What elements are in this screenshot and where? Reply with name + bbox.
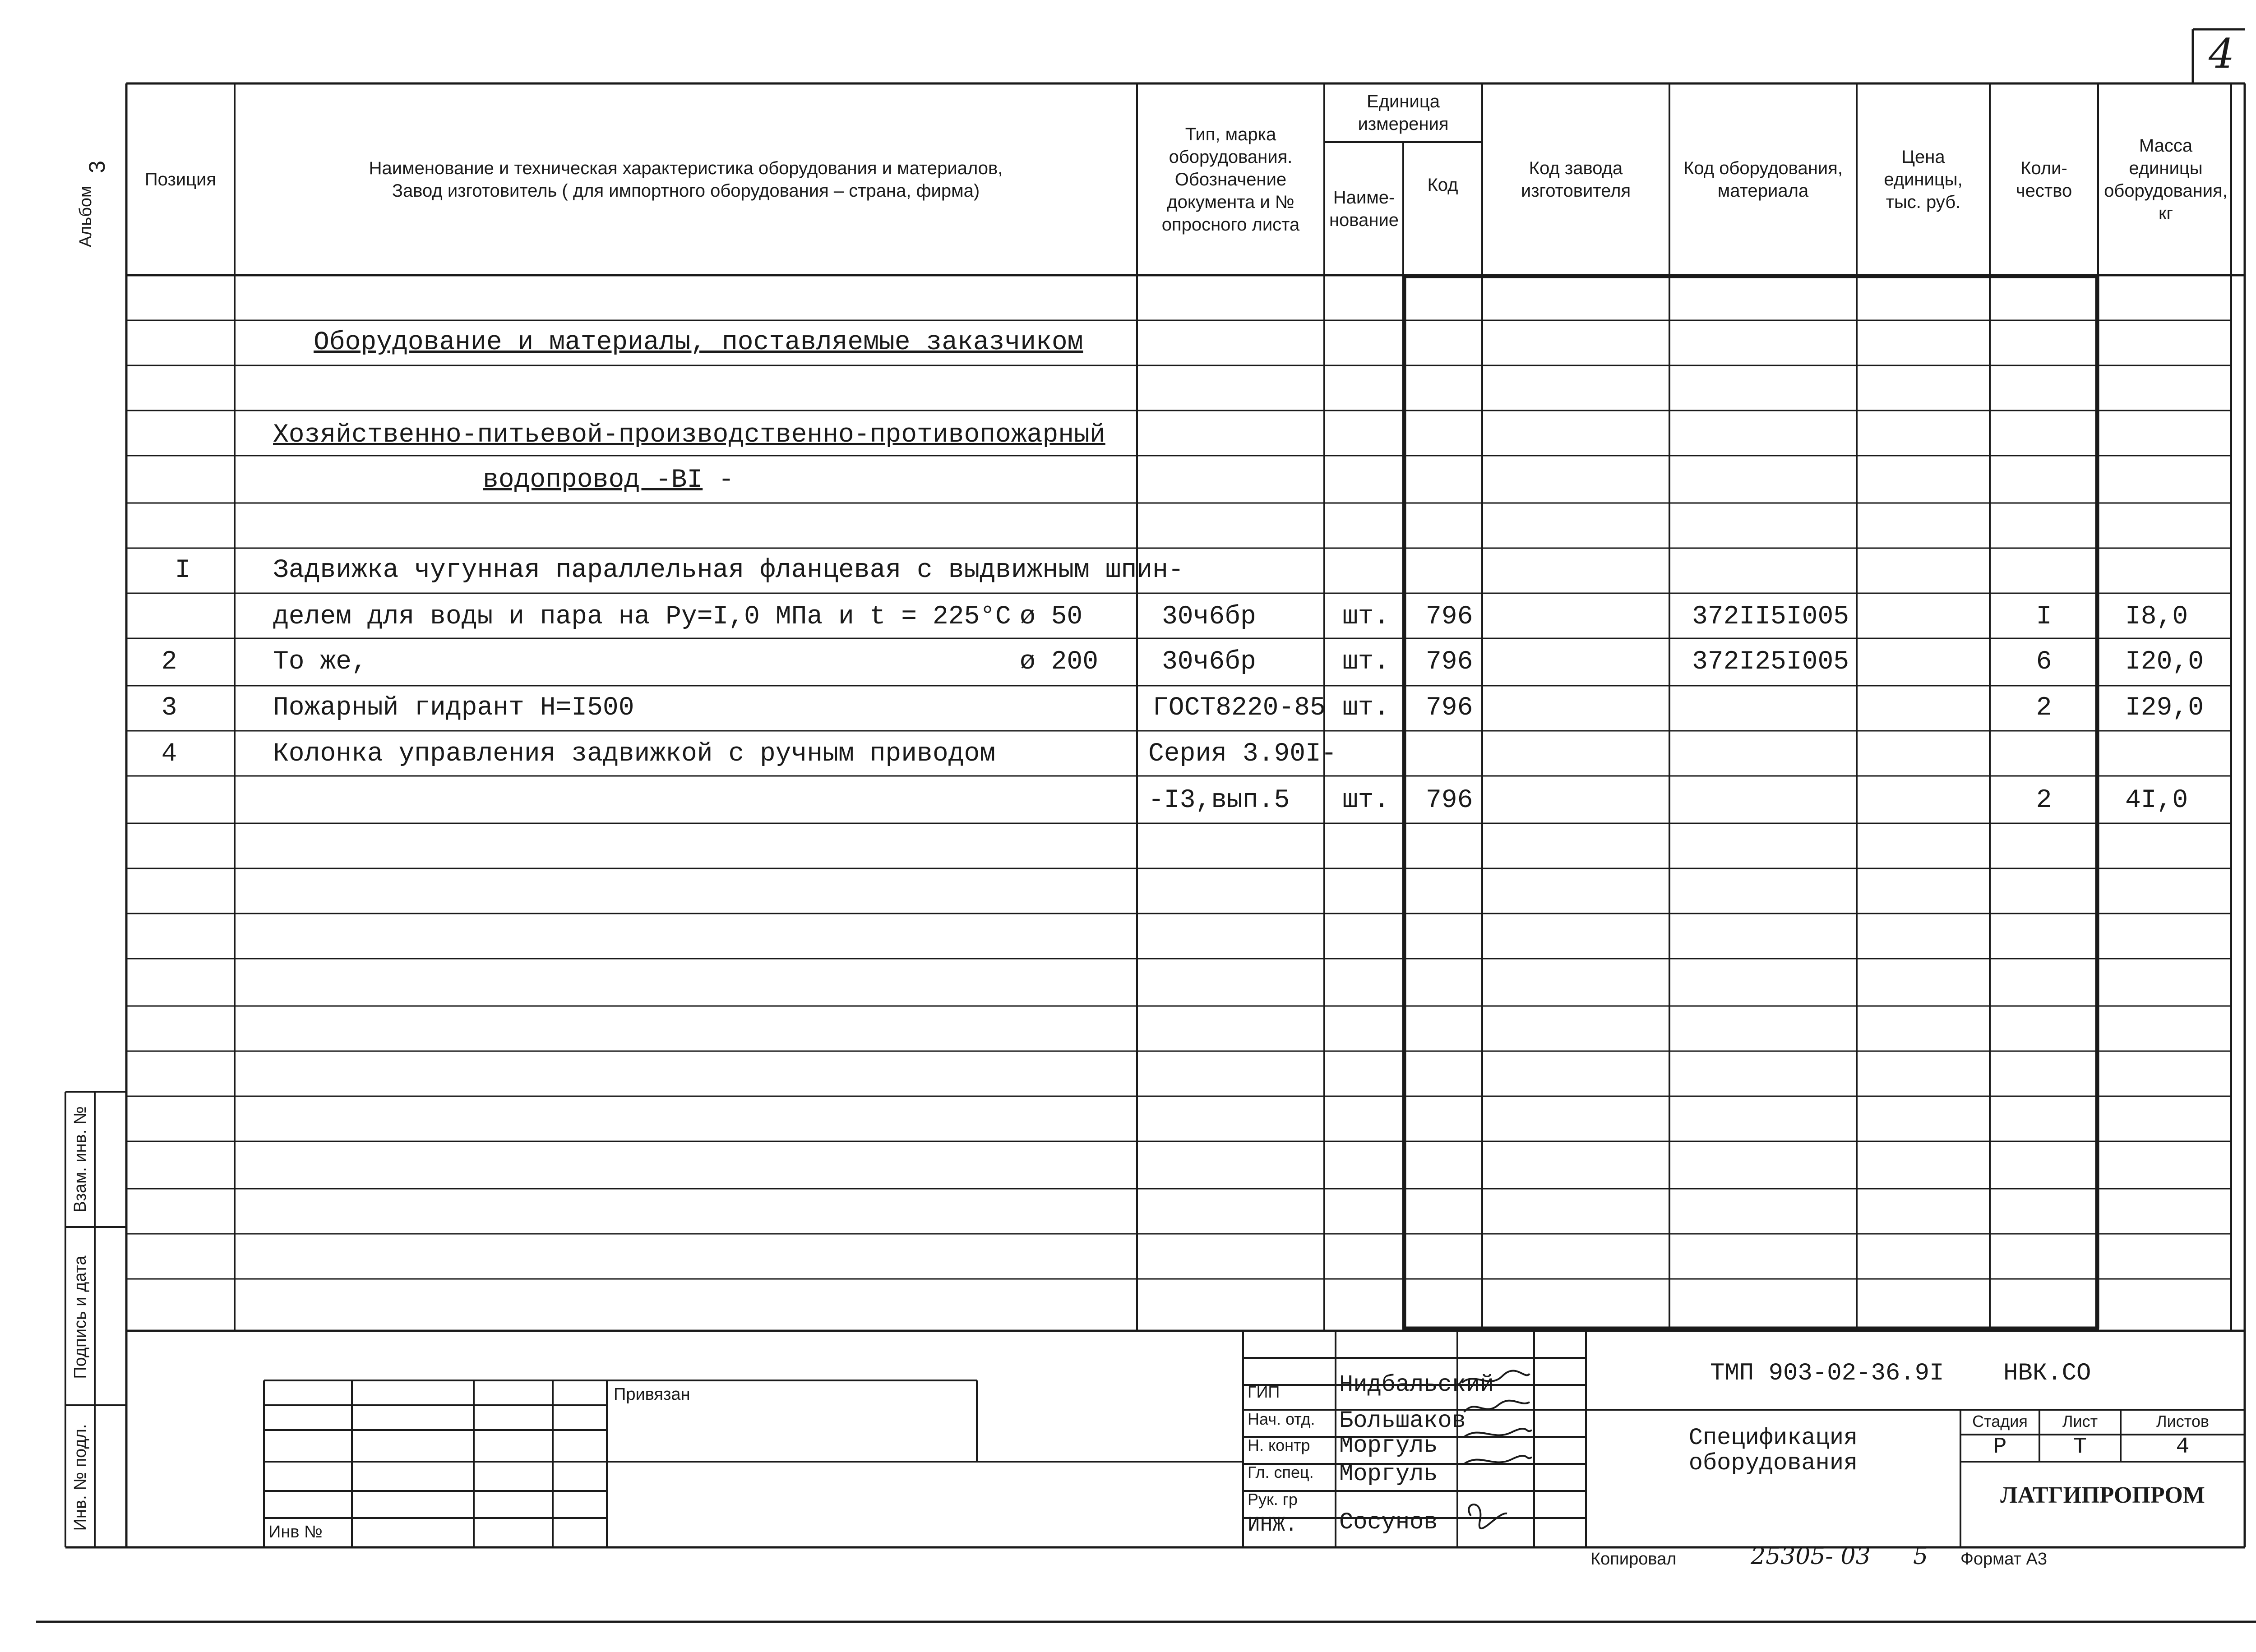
row-4-qty: 2: [2036, 693, 2052, 723]
side-album-number: 3: [84, 161, 110, 173]
row-4-mass: I29,0: [2125, 693, 2204, 723]
row-6-qty: 2: [2036, 786, 2052, 815]
footer-copy-number: 25305- 03: [1751, 1543, 1871, 1570]
row-5-name: Колонка управления задвижкой с ручным приводом: [273, 739, 996, 769]
row-2-qty: I: [2036, 602, 2052, 632]
row-4-code: 796: [1426, 693, 1473, 723]
row-3-name: То же,: [273, 647, 367, 677]
stamp-name-inzh: Сосунов: [1339, 1509, 1438, 1536]
header-equip-code: Код оборудования, материала: [1683, 158, 1843, 201]
stamp-name-gip: Нидбальский: [1339, 1371, 1494, 1398]
stamp-name-nach-otd: Большаков: [1339, 1407, 1466, 1434]
row-2-equip-code: 372II5I005: [1692, 602, 1849, 632]
stamp-sheet-value: Т: [2073, 1434, 2087, 1460]
section-title-water-supply-cont: [483, 458, 734, 503]
stamp-name-n-kontr: Моргуль: [1339, 1432, 1438, 1459]
stamp-sheets-value: 4: [2176, 1434, 2190, 1460]
stamp-role-n-kontr: Н. контр: [1248, 1436, 1310, 1454]
header-unit-code: Код: [1427, 175, 1458, 195]
stamp-doc-mark: НВК.СО: [2003, 1360, 2091, 1387]
row-6-mass: 4I,0: [2125, 786, 2188, 815]
stamp-organization: ЛАТГИПРОПРОМ: [2000, 1482, 2205, 1508]
row-4-unit: шт.: [1342, 693, 1390, 723]
stamp-title: Спецификация оборудования: [1688, 1425, 1858, 1477]
row-3-pos: 2: [161, 647, 177, 677]
row-2-unit: шт.: [1342, 602, 1390, 632]
side-podpis-label: Подпись и дата: [71, 1255, 90, 1379]
header-price: Цена единицы, тыс. руб.: [1884, 147, 1963, 212]
footer-copy-sheet: 5: [1913, 1543, 1928, 1570]
row-1-pos: I: [175, 556, 191, 585]
section-title-water-supply: Хозяйственно-питьевой-производственно-противопожарный: [273, 420, 1105, 450]
stamp-stage-label: Стадия: [1972, 1412, 2028, 1431]
row-6-type: -I3,вып.5: [1148, 786, 1290, 815]
row-3-diameter: ø 200: [1020, 647, 1099, 677]
stamp-sheets-label: Листов: [2156, 1412, 2209, 1431]
stamp-inv-no-label: Инв №: [268, 1523, 323, 1541]
stamp-role-gip: ГИП: [1248, 1383, 1280, 1401]
side-album-label: Альбом: [76, 185, 95, 248]
header-unit-group: Единица измерения: [1358, 92, 1449, 134]
side-vzam-label: Взам. инв. №: [71, 1106, 90, 1213]
row-6-unit: шт.: [1342, 786, 1390, 815]
stamp-privyazan-label: Привязан: [614, 1385, 690, 1404]
row-3-type: 30ч6бр: [1162, 647, 1256, 677]
stamp-doc-code: ТМП 903-02-36.9I: [1710, 1360, 1944, 1387]
side-inv-podl-label: Инв. № подл.: [71, 1424, 90, 1531]
stamp-name-gl-spec: Моргуль: [1339, 1461, 1438, 1487]
row-5-pos: 4: [161, 739, 177, 769]
row-2-code: 796: [1426, 602, 1473, 632]
section-title-water-supply-code: водопровод -BI: [483, 466, 703, 495]
row-4-name: Пожарный гидрант Н=I500: [273, 693, 634, 723]
header-name: Наименование и техническая характеристика оборудования и материалов, Завод изготовитель ( для импортного оборудования – страна, фирма): [369, 158, 1003, 201]
header-type: Тип, марка оборудования. Обозначение документа и № опросного листа: [1161, 124, 1300, 235]
footer-copied-label: Копировал: [1590, 1550, 1677, 1569]
row-4-type: ГОСТ8220-85: [1153, 693, 1326, 723]
row-6-code: 796: [1426, 786, 1473, 815]
row-3-unit: шт.: [1342, 647, 1390, 677]
row-2-mass: I8,0: [2125, 602, 2188, 632]
stamp-role-inzh: ИНЖ.: [1248, 1514, 1298, 1537]
header-position: Позиция: [144, 169, 217, 189]
row-2-diameter: ø 50: [1020, 602, 1083, 632]
header-qty: Коли- чество: [2016, 158, 2072, 201]
stamp-role-ruk-gr: Рук. гр: [1248, 1490, 1298, 1509]
sheet-corner-number: 4: [2209, 30, 2235, 78]
row-3-code: 796: [1426, 647, 1473, 677]
section-title-customer: Оборудование и материалы, поставляемые заказчиком: [314, 328, 1083, 357]
stamp-role-nach-otd: Нач. отд.: [1248, 1410, 1315, 1428]
header-plant-code: Код завода изготовителя: [1521, 158, 1631, 201]
row-2-name: делем для воды и пара на Ру=I,0 МПа и t = 225°C: [273, 602, 1011, 632]
row-5-type: Серия 3.90I-: [1148, 739, 1337, 769]
stamp-stage-value: Р: [1993, 1434, 2007, 1460]
row-1-name: Задвижка чугунная параллельная фланцевая с выдвижным шпин-: [273, 556, 1184, 585]
section-title-water-supply-dash: -: [718, 466, 734, 495]
stamp-role-gl-spec: Гл. спец.: [1248, 1463, 1314, 1481]
row-2-type: 30ч6бр: [1162, 602, 1256, 632]
row-3-equip-code: 372I25I005: [1692, 647, 1849, 677]
header-unit-name: Наиме- нование: [1329, 187, 1399, 230]
footer-format-label: Формат А3: [1960, 1550, 2048, 1569]
row-3-qty: 6: [2036, 647, 2052, 677]
row-3-mass: I20,0: [2125, 647, 2204, 677]
row-4-pos: 3: [161, 693, 177, 723]
stamp-sheet-label: Лист: [2062, 1412, 2098, 1431]
header-mass: Масса единицы оборудования, кг: [2104, 135, 2228, 223]
